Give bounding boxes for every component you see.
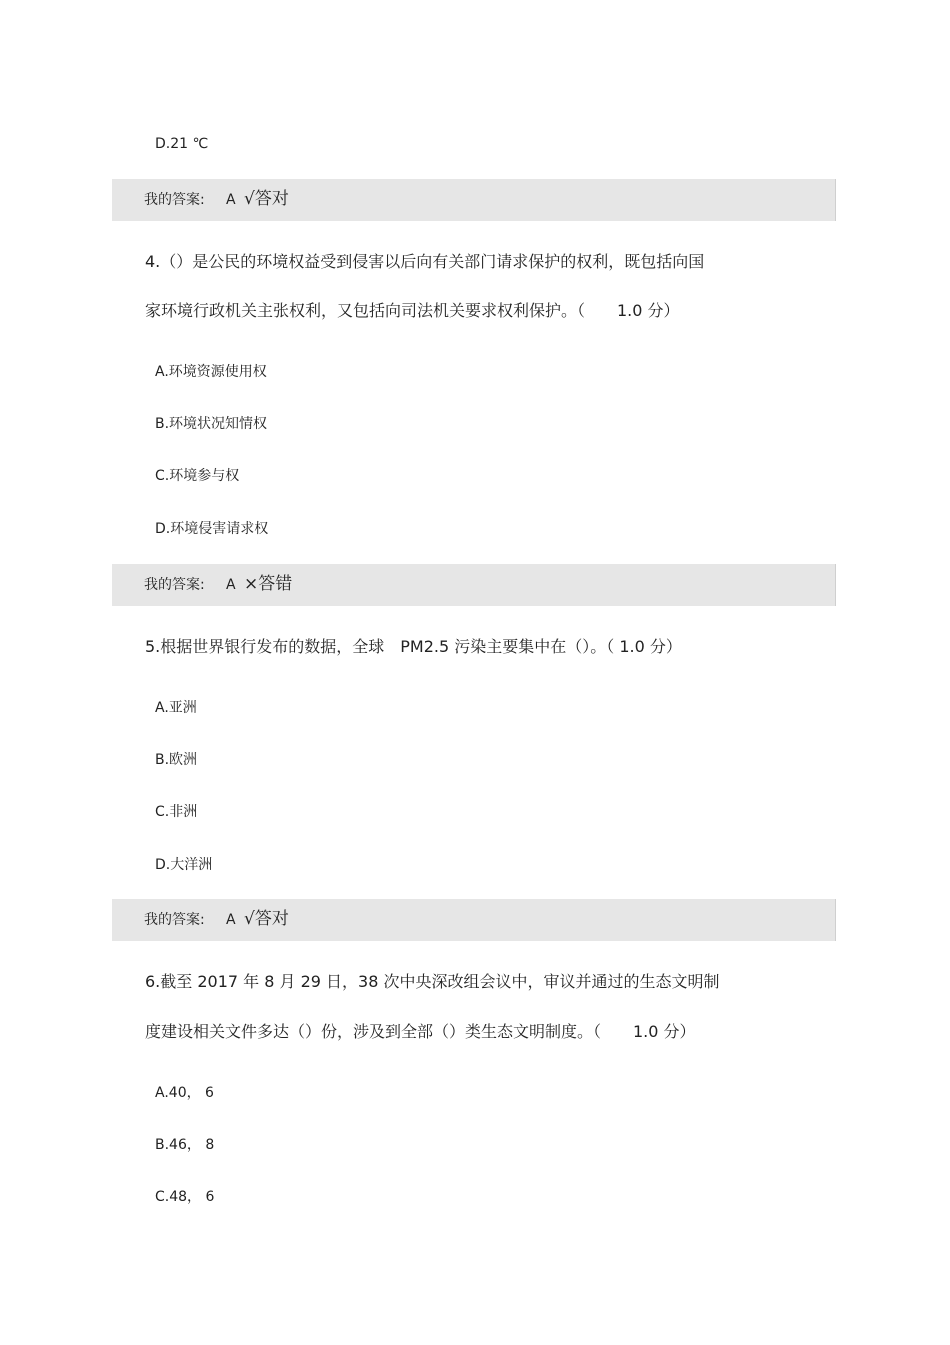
option-b: B.46， 8 xyxy=(155,1137,215,1153)
option-d: D.21 ℃ xyxy=(155,136,209,152)
question-6-text-line2: 度建设相关文件多达（）份，涉及到全部（）类生态文明制度。（ 1.0 分） xyxy=(145,1022,696,1041)
option-c: C.48， 6 xyxy=(155,1189,215,1205)
answer-bar xyxy=(112,179,836,221)
option-a: A.亚洲 xyxy=(155,700,197,716)
question-6-text-line1: 6.截至 2017 年 8 月 29 日，38 次中央深改组会议中，审议并通过的生态文明制 xyxy=(145,972,720,991)
answer-value: A xyxy=(226,577,236,593)
answer-value: A xyxy=(226,192,236,208)
question-4-text-line2: 家环境行政机关主张权利，又包括向司法机关要求权利保护。（ 1.0 分） xyxy=(145,301,680,320)
answer-value: A xyxy=(226,912,236,928)
question-5-text: 5.根据世界银行发布的数据，全球 PM2.5 污染主要集中在（）。（ 1.0 分） xyxy=(145,637,682,656)
answer-label: 我的答案: xyxy=(144,577,205,593)
option-a: A.40， 6 xyxy=(155,1085,214,1101)
answer-result: ×答错 xyxy=(244,574,293,594)
option-c: C.环境参与权 xyxy=(155,468,240,484)
answer-label: 我的答案: xyxy=(144,192,205,208)
question-4-text-line1: 4.（）是公民的环境权益受到侵害以后向有关部门请求保护的权利，既包括向国 xyxy=(145,252,705,271)
option-d: D.环境侵害请求权 xyxy=(155,521,269,537)
option-d: D.大洋洲 xyxy=(155,857,213,873)
answer-bar xyxy=(112,899,836,941)
option-b: B.欧洲 xyxy=(155,752,198,768)
option-c: C.非洲 xyxy=(155,804,198,820)
answer-result: √答对 xyxy=(244,909,289,929)
option-b: B.环境状况知情权 xyxy=(155,416,268,432)
answer-result: √答对 xyxy=(244,189,289,209)
option-a: A.环境资源使用权 xyxy=(155,364,267,380)
answer-bar xyxy=(112,564,836,606)
answer-label: 我的答案: xyxy=(144,912,205,928)
